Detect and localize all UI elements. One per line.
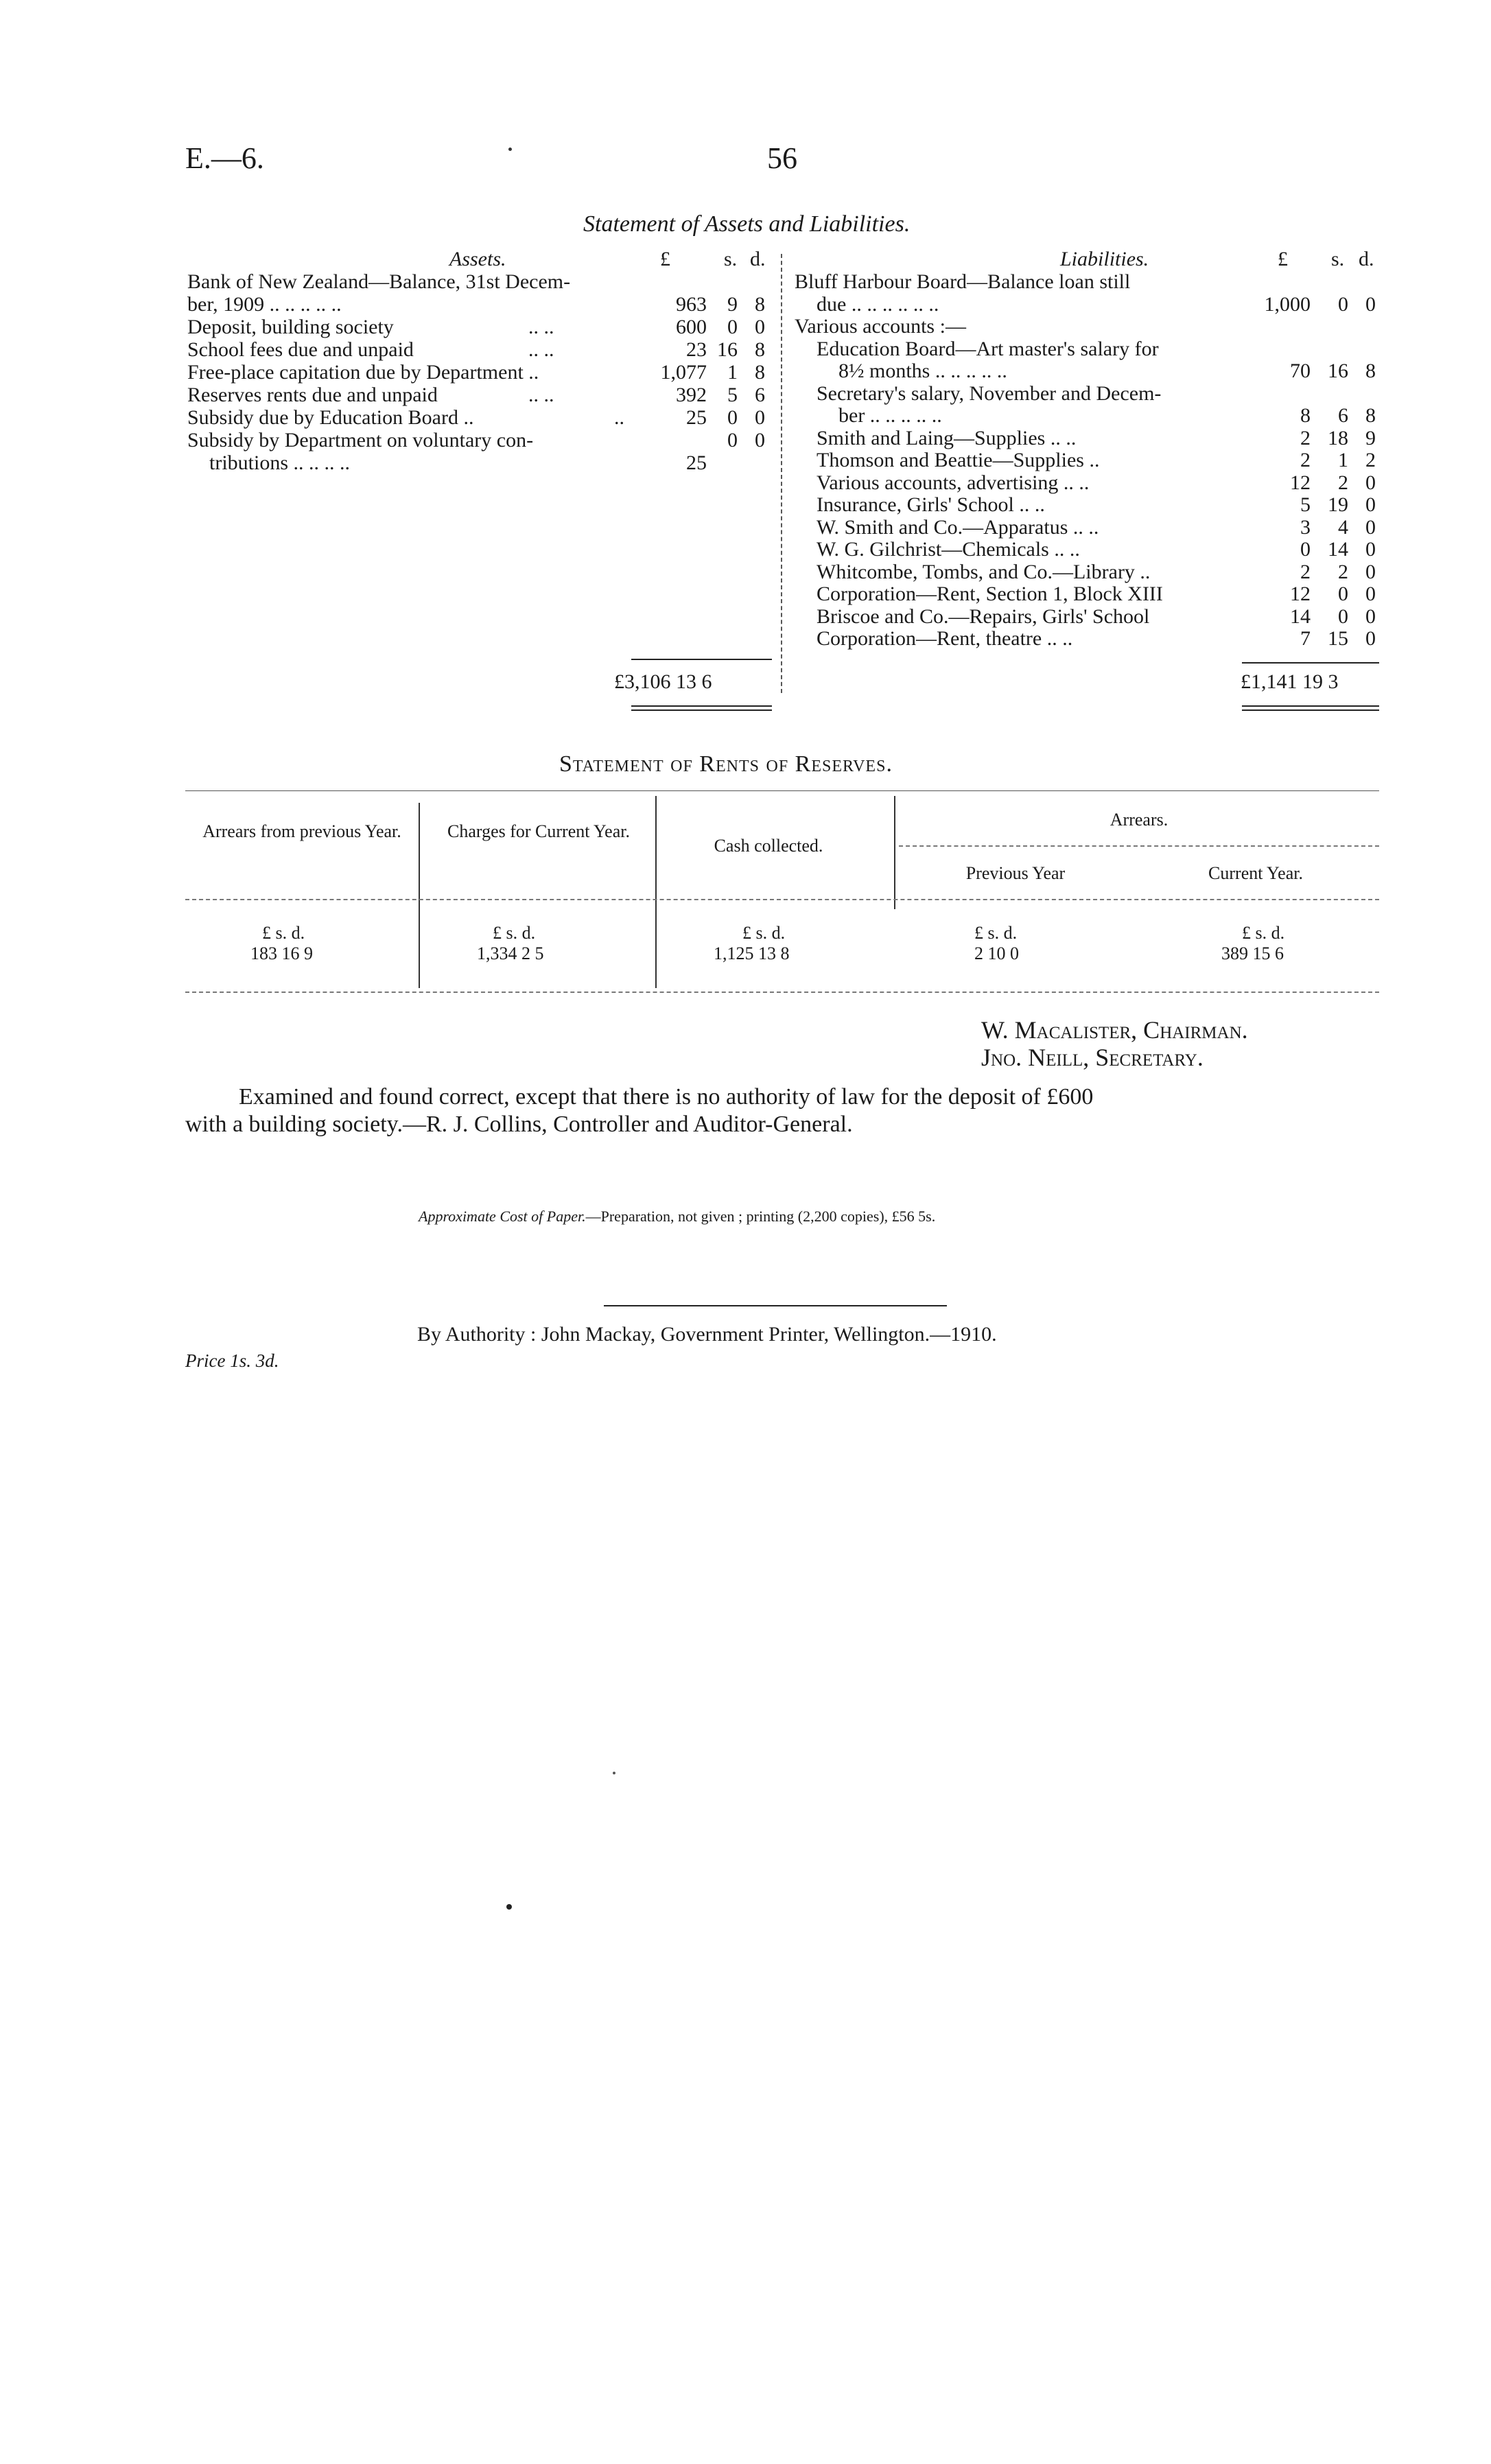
asset-leader-dots: .. — [614, 406, 624, 429]
liability-label: 8½ months .. .. .. .. .. — [838, 360, 1007, 382]
asset-pence: 8 — [755, 293, 765, 316]
liability-pence: 0 — [1365, 292, 1376, 316]
liability-shillings: 0 — [1338, 605, 1348, 628]
assets-heading: Assets. — [449, 248, 506, 270]
asset-pounds: 25 — [686, 406, 707, 429]
liabilities-pound-label: £ — [1278, 248, 1288, 270]
assets-shilling-label: s. — [724, 248, 738, 270]
liability-label: W. G. Gilchrist—Chemicals .. .. — [817, 538, 1080, 561]
assets-total-double-rule — [631, 705, 772, 711]
price: Price 1s. 3d. — [185, 1350, 279, 1371]
liability-label: W. Smith and Co.—Apparatus .. .. — [817, 515, 1099, 539]
asset-pounds: 600 — [676, 316, 707, 338]
asset-shillings: 0 — [727, 429, 738, 451]
rents-units: £ s. d. — [262, 923, 305, 943]
asset-label: Bank of New Zealand—Balance, 31st Decem- — [187, 270, 571, 293]
liability-pounds: 3 — [1300, 515, 1311, 539]
liability-pounds: 2 — [1300, 560, 1311, 583]
scan-speck — [506, 1904, 512, 1910]
liabilities-total-double-rule — [1242, 705, 1379, 711]
liability-shillings: 0 — [1338, 583, 1348, 605]
liability-pence: 9 — [1365, 426, 1376, 449]
asset-shillings: 0 — [727, 316, 738, 338]
asset-label: Reserves rents due and unpaid — [187, 384, 438, 406]
assets-pence-label: d. — [750, 248, 766, 270]
rents-header-arrears-prev: Arrears from previous Year. — [202, 821, 401, 841]
asset-shillings: 16 — [717, 338, 738, 361]
rents-header-rule — [185, 899, 1379, 900]
liability-label: Education Board—Art master's salary for — [817, 337, 1159, 360]
liabilities-shilling-label: s. — [1331, 248, 1345, 270]
page-number: 56 — [767, 141, 797, 175]
column-divider — [781, 254, 782, 693]
rents-table-bottom-rule — [185, 992, 1379, 993]
signature-secretary: Jno. Neill, Secretary. — [981, 1044, 1204, 1071]
liabilities-pence-label: d. — [1359, 248, 1374, 270]
asset-pounds: 1,077 — [660, 361, 707, 384]
liability-shillings: 0 — [1338, 292, 1348, 316]
liability-pounds: 8 — [1300, 404, 1311, 427]
liability-shillings: 18 — [1328, 426, 1348, 449]
liability-label: Smith and Laing—Supplies .. .. — [817, 426, 1077, 449]
rents-col-divider — [655, 796, 657, 988]
liability-pounds: 5 — [1300, 493, 1311, 516]
scan-speck — [613, 1772, 615, 1774]
liability-pence: 0 — [1365, 471, 1376, 494]
asset-leader-dots: .. .. — [528, 384, 554, 406]
liability-label: Bluff Harbour Board—Balance loan still — [795, 270, 1131, 293]
liability-label: Thomson and Beattie—Supplies .. — [817, 449, 1100, 471]
liability-shillings: 2 — [1338, 471, 1348, 494]
rents-units: £ s. d. — [1242, 923, 1285, 943]
liability-pounds: 2 — [1300, 449, 1311, 471]
liability-label: Briscoe and Co.—Repairs, Girls' School — [817, 605, 1150, 628]
rents-header-charges: Charges for Current Year. — [447, 821, 630, 841]
liability-label: Insurance, Girls' School .. .. — [817, 493, 1045, 516]
rents-table-top-rule — [185, 790, 1379, 791]
asset-pence: 6 — [755, 384, 765, 406]
asset-pence: 8 — [755, 361, 765, 384]
liability-label: Various accounts :— — [795, 315, 966, 338]
rents-header-current-year: Current Year. — [1208, 863, 1303, 883]
rents-header-cash: Cash collected. — [714, 836, 823, 856]
liability-label: Corporation—Rent, theatre .. .. — [817, 627, 1073, 650]
liability-pence: 0 — [1365, 583, 1376, 605]
liability-pounds: 0 — [1300, 538, 1311, 561]
document-reference: E.—6. — [185, 141, 264, 175]
liability-pounds: 7 — [1300, 627, 1311, 650]
liability-label: Various accounts, advertising .. .. — [817, 471, 1090, 494]
audit-note-line1: Examined and found correct, except that there is no authority of law for the deposit of £600 — [239, 1084, 1094, 1110]
liability-label: Corporation—Rent, Section 1, Block XIII — [817, 583, 1163, 605]
asset-shillings: 1 — [727, 361, 738, 384]
liability-label: Whitcombe, Tombs, and Co.—Library .. — [817, 560, 1151, 583]
rents-title: Statement of Rents of Reserves. — [559, 751, 893, 777]
liability-label: due .. .. .. .. .. .. — [817, 292, 939, 316]
asset-label: Subsidy by Department on voluntary con- — [187, 429, 534, 451]
rents-header-arrears: Arrears. — [1110, 810, 1169, 830]
signature-chairman: W. Macalister, Chairman. — [981, 1016, 1248, 1044]
audit-note-line2: with a building society.—R. J. Collins, Controller and Auditor-General. — [185, 1112, 853, 1137]
liabilities-heading: Liabilities. — [1060, 248, 1149, 270]
asset-label: ber, 1909 .. .. .. .. .. — [187, 293, 342, 316]
liability-shillings: 2 — [1338, 560, 1348, 583]
liability-shillings: 14 — [1328, 538, 1348, 561]
liability-pence: 0 — [1365, 493, 1376, 516]
liability-label: ber .. .. .. .. .. — [838, 404, 942, 427]
liability-shillings: 4 — [1338, 515, 1348, 539]
cost-note: Approximate Cost of Paper.—Preparation, not given ; printing (2,200 copies), £56 5s. — [419, 1208, 936, 1225]
asset-pence: 0 — [755, 429, 765, 451]
rents-arrears-subrule — [899, 845, 1379, 847]
liability-pounds: 2 — [1300, 426, 1311, 449]
rents-units: £ s. d. — [974, 923, 1018, 943]
liability-pence: 0 — [1365, 515, 1376, 539]
liability-pence: 0 — [1365, 605, 1376, 628]
liability-shillings: 6 — [1338, 404, 1348, 427]
asset-pounds: 23 — [686, 338, 707, 361]
asset-label: Subsidy due by Education Board .. — [187, 406, 474, 429]
asset-pence: 0 — [755, 316, 765, 338]
statement-title: Statement of Assets and Liabilities. — [583, 211, 911, 237]
assets-total: £3,106 13 6 — [614, 670, 712, 693]
asset-pence: 0 — [755, 406, 765, 429]
asset-label: Free-place capitation due by Department .. — [187, 361, 539, 384]
asset-label: Deposit, building society — [187, 316, 394, 338]
liability-shillings: 1 — [1338, 449, 1348, 471]
asset-pence: 8 — [755, 338, 765, 361]
imprint: By Authority : John Mackay, Government Printer, Wellington.—1910. — [417, 1323, 997, 1346]
liability-pence: 0 — [1365, 538, 1376, 561]
asset-shillings: 9 — [727, 293, 738, 316]
asset-label: School fees due and unpaid — [187, 338, 414, 361]
liability-label: Secretary's salary, November and Decem- — [817, 382, 1162, 405]
asset-shillings: 5 — [727, 384, 738, 406]
rents-current-year-value: 389 15 6 — [1221, 943, 1284, 963]
assets-total-rule — [631, 659, 772, 660]
rents-col-divider — [894, 796, 895, 909]
rents-charges-value: 1,334 2 5 — [477, 943, 544, 963]
rents-units: £ s. d. — [742, 923, 786, 943]
liability-pounds: 12 — [1290, 471, 1311, 494]
liability-pounds: 1,000 — [1264, 292, 1311, 316]
assets-pound-label: £ — [660, 248, 670, 270]
liability-pence: 0 — [1365, 560, 1376, 583]
liability-pence: 8 — [1365, 404, 1376, 427]
rents-col-divider — [419, 803, 420, 988]
asset-leader-dots: .. .. — [528, 338, 554, 361]
asset-shillings: 0 — [727, 406, 738, 429]
imprint-rule — [604, 1305, 947, 1306]
asset-pounds: 963 — [676, 293, 707, 316]
liability-pounds: 12 — [1290, 583, 1311, 605]
scan-speck — [508, 148, 512, 151]
liability-shillings: 15 — [1328, 627, 1348, 650]
asset-label: tributions .. .. .. .. — [209, 451, 351, 474]
liability-pence: 8 — [1365, 360, 1376, 382]
asset-pounds: 25 — [686, 451, 707, 474]
liabilities-total: £1,141 19 3 — [1241, 670, 1339, 693]
asset-pounds: 392 — [676, 384, 707, 406]
liability-pounds: 14 — [1290, 605, 1311, 628]
liabilities-total-rule — [1242, 662, 1379, 664]
asset-value-row — [618, 293, 707, 316]
rents-arrears-prev-value: 183 16 9 — [250, 943, 313, 963]
rents-cash-value: 1,125 13 8 — [714, 943, 790, 963]
liability-pence: 2 — [1365, 449, 1376, 471]
liability-shillings: 19 — [1328, 493, 1348, 516]
liability-pounds: 70 — [1290, 360, 1311, 382]
asset-leader-dots: .. .. — [528, 316, 554, 338]
rents-units: £ s. d. — [493, 923, 536, 943]
rents-header-previous-year: Previous Year — [965, 863, 1066, 883]
rents-previous-year-value: 2 10 0 — [974, 943, 1019, 963]
liability-pence: 0 — [1365, 627, 1376, 650]
liability-shillings: 16 — [1328, 360, 1348, 382]
